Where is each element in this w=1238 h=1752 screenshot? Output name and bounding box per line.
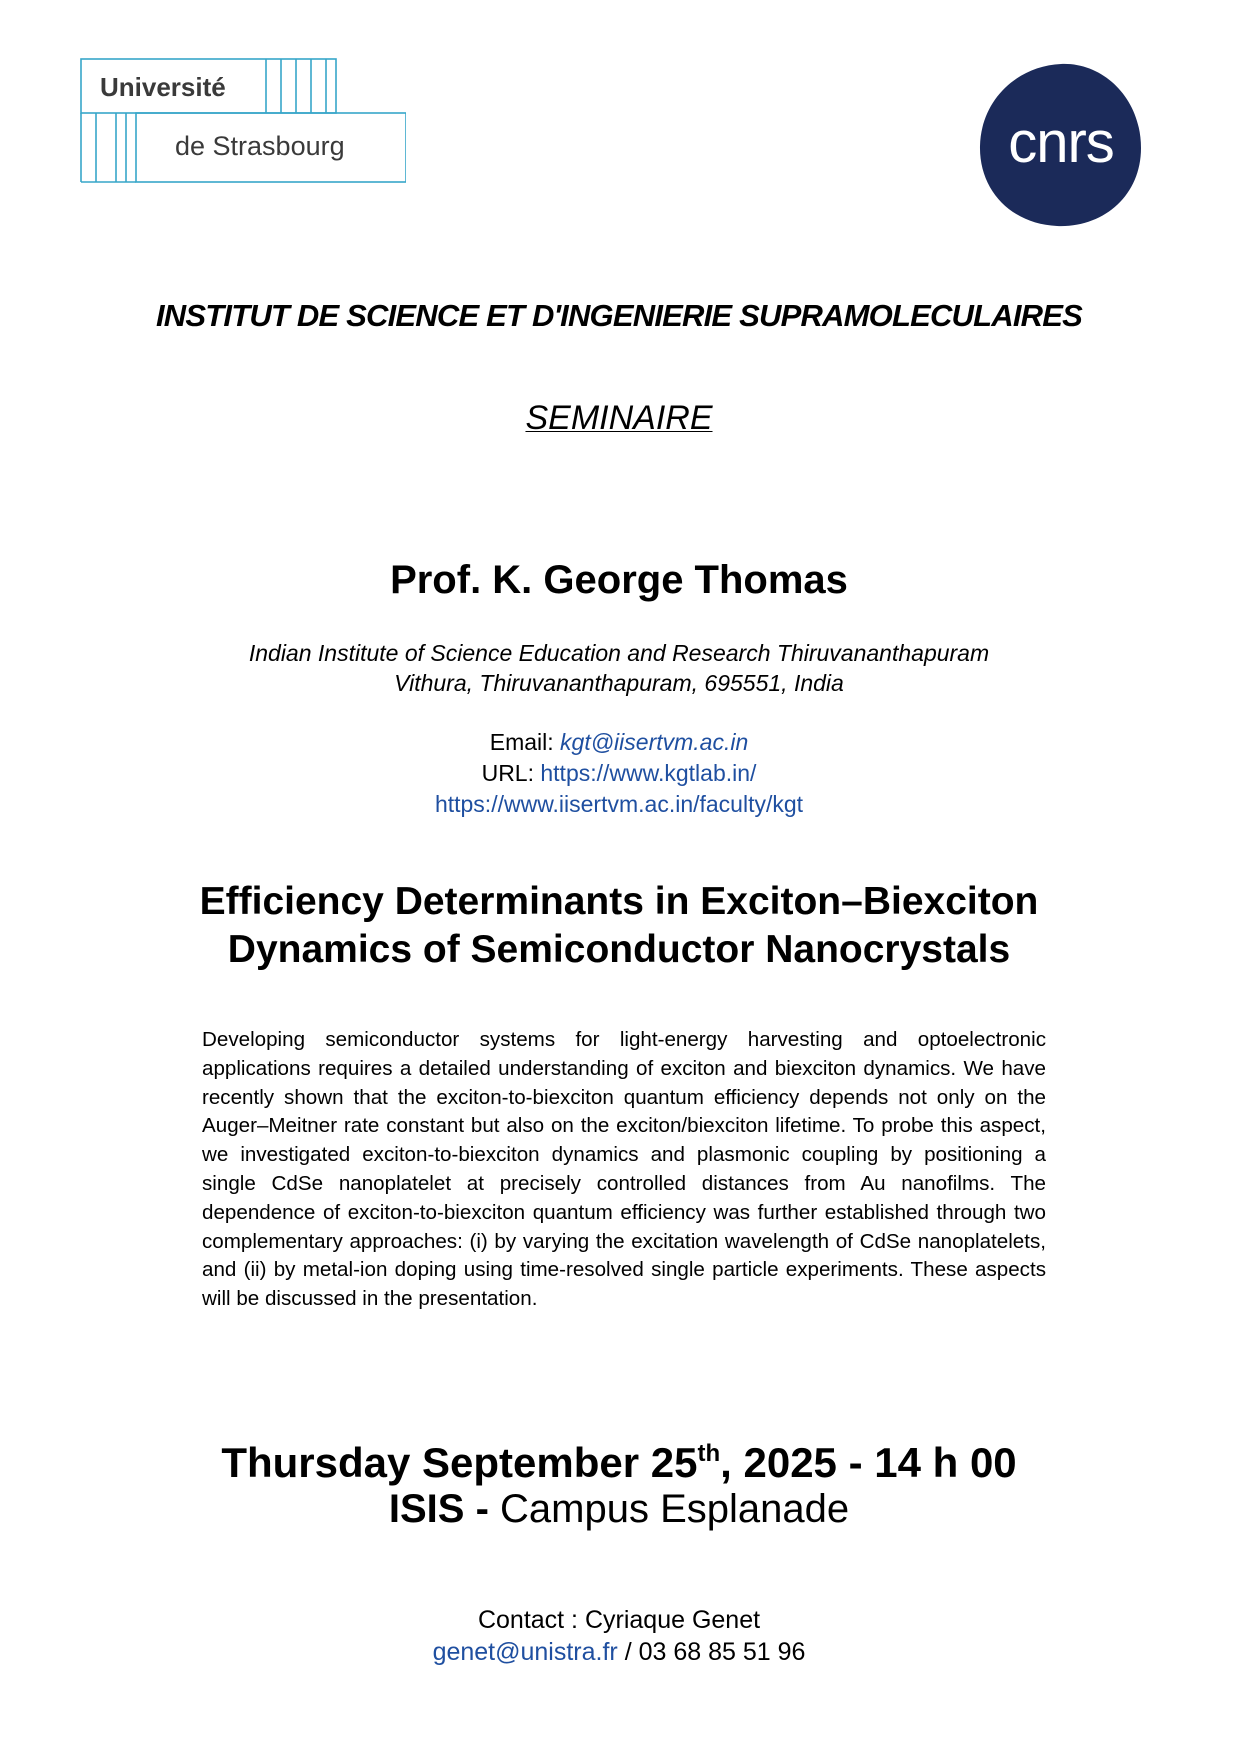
iiser-url-link[interactable]: https://www.iisertvm.ac.in/faculty/kgt xyxy=(434,791,804,817)
institute-name: INSTITUT DE SCIENCE ET D'INGENIERIE SUPRAMOLECULAIRES xyxy=(155,298,1083,333)
abstract: Developing semiconductor systems for light-energy harvesting and optoelectronic applications requires a detailed understanding of exciton and biexciton dynamics. We have recently shown that the exciton-to-biexciton quantum efficiency depends not only on the Auger–Meitner rate constant but also on the exciton/biexciton lifetime. To probe this aspect, we investigated exciton-to-biexciton dynamics and plasmonic coupling by positioning a single CdSe nanoplatelet at precisely controlled distances from Au nanofilms. The dependence of exciton-to-biexciton quantum efficiency was further established through two complementary approaches: (i) by varying the excitation wavelength of CdSe nanoplatelets, and (ii) by metal-ion doping using time-resolved single particle experiments. These aspects will be discussed in the presentation. xyxy=(202,1028,1046,1311)
kgtlab-url-link[interactable]: https://www.kgtlab.in/ xyxy=(540,760,757,786)
talk-title-line-1: Efficiency Determinants in Exciton–Biexciton xyxy=(199,880,1039,923)
venue-name: ISIS - xyxy=(388,1487,489,1531)
logo-text-universite: Université xyxy=(100,72,226,102)
venue xyxy=(0,1486,1238,1532)
contact-details xyxy=(0,1636,1238,1668)
url-line-2 xyxy=(0,789,1238,820)
affiliation-line-2: Vithura, Thiruvananthapuram, 695551, India xyxy=(394,670,844,696)
contact-person: Contact : Cyriaque Genet xyxy=(477,1606,761,1634)
date-suffix: , 2025 - 14 h 00 xyxy=(720,1439,1017,1486)
email-label: Email: xyxy=(489,729,554,755)
email-line xyxy=(0,727,1238,758)
contact-email-link[interactable]: genet@unistra.fr xyxy=(432,1638,618,1666)
date-ordinal: th xyxy=(697,1440,721,1467)
contact-phone: / 03 68 85 51 96 xyxy=(617,1638,806,1666)
talk-title xyxy=(0,878,1238,974)
event-type: SEMINAIRE xyxy=(525,399,713,437)
cnrs-logo xyxy=(975,60,1145,230)
date-prefix: Thursday September 25 xyxy=(221,1439,698,1486)
universite-strasbourg-logo xyxy=(80,58,406,184)
venue-location: Campus Esplanade xyxy=(488,1487,850,1531)
logo-text-cnrs: cnrs xyxy=(1008,110,1114,175)
speaker-affiliation xyxy=(0,638,1238,698)
speaker-contacts xyxy=(0,727,1238,820)
talk-title-line-2: Dynamics of Semiconductor Nanocrystals xyxy=(227,928,1011,971)
url-line xyxy=(0,758,1238,789)
affiliation-line-1: Indian Institute of Science Education and Research Thiruvananthapuram xyxy=(248,640,990,666)
speaker-email-link[interactable]: kgt@iisertvm.ac.in xyxy=(560,729,749,755)
url-label: URL: xyxy=(481,760,534,786)
date-time xyxy=(0,1440,1238,1486)
speaker-name: Prof. K. George Thomas xyxy=(390,558,848,602)
logo-text-strasbourg: de Strasbourg xyxy=(175,131,345,161)
contact-block xyxy=(0,1604,1238,1668)
